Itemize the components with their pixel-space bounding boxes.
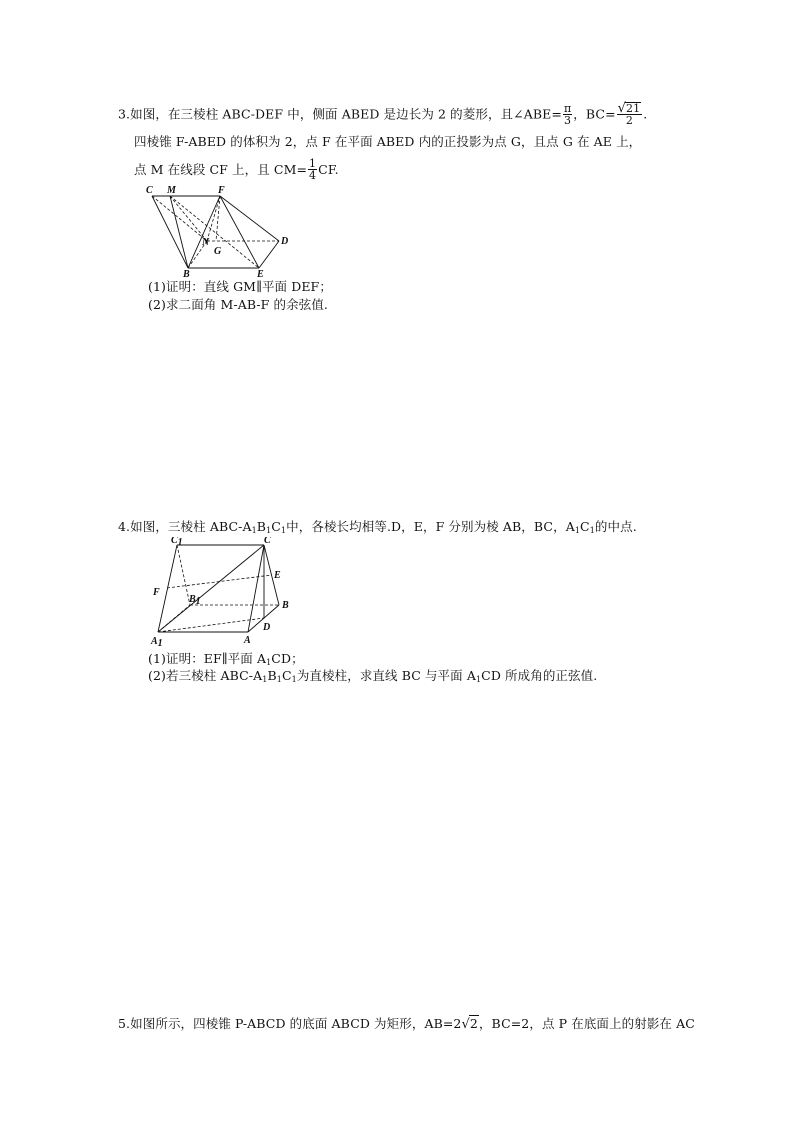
- problem-3-line-2: 四棱锥 F-ABED 的体积为 2，点 F 在平面 ABED 内的正投影为点 G，且点 G 在 AE 上，: [134, 134, 642, 149]
- fraction-pi-over-3: $\frac{\pi}{3}$: [563, 101, 572, 127]
- label-C: C: [264, 537, 271, 546]
- problem-3-line-3: 点 M 在线段 CF 上，且 CM= $\frac{1}{4}$ CF.: [134, 157, 339, 182]
- label-E: E: [274, 570, 281, 581]
- problem-3-part-2: (2)求二面角 M-AB-F 的余弦值.: [148, 297, 328, 312]
- problem-3-part-1: (1)证明：直线 GM∥平面 DEF；: [148, 279, 332, 294]
- problem-number: 4.: [118, 519, 131, 534]
- fraction-one-quarter: $\frac{1}{4}$: [309, 157, 317, 182]
- label-D: D: [281, 236, 289, 247]
- label-N: N: [202, 237, 210, 248]
- problem-4-part-1: (1)证明：EF∥平面 $A_1CD$；: [148, 651, 304, 667]
- sqrt-symbol: √: [461, 1017, 470, 1032]
- fraction-sqrt21-over-2: $\frac{√21}{2}$: [617, 101, 641, 127]
- label-A1: A1: [151, 636, 163, 649]
- label-E: E: [257, 269, 264, 278]
- label-B: B: [282, 600, 289, 611]
- problem-3-line-1: 3.如图，在三棱柱 ABC-DEF 中，侧面 ABED 是边长为 2 的菱形，且∠ABE= $\frac{\pi}{3}$ ，BC= $\frac{√21}{2}$ .: [118, 101, 648, 127]
- problem-number: 5.: [118, 1016, 131, 1031]
- problem-5-line-1: 5.如图所示，四棱锥 P-ABCD 的底面 ABCD 为矩形，AB=2√2，BC=2，点 P 在底面上的射影在 AC: [118, 1016, 695, 1032]
- problem-4-part-2: (2)若三棱柱 ABC-$A_1B_1C_1$为直棱柱，求直线 BC 与平面 $A_1CD$ 所成角的正弦值.: [148, 668, 598, 684]
- figure-prism-abc-def: [142, 182, 302, 278]
- problem-number: 3.: [118, 106, 131, 122]
- label-F: F: [218, 185, 225, 196]
- label-C1: C1: [171, 537, 183, 548]
- problem-4-line-1: 4.如图，三棱柱 ABC-$A_1B_1C_1$中，各棱长均相等.D，E，F 分别为棱 AB，BC，$A_1C_1$的中点.: [118, 519, 637, 535]
- label-F: F: [153, 587, 160, 598]
- label-B1: B1: [189, 594, 201, 607]
- figure-prism-abc-a1b1c1: [145, 537, 300, 649]
- label-B: B: [183, 269, 190, 278]
- label-D: D: [263, 622, 271, 633]
- label-C: C: [146, 185, 153, 196]
- label-G: G: [214, 246, 222, 257]
- label-A: A: [244, 635, 251, 646]
- label-M: M: [167, 185, 176, 196]
- problem-text: 如图，在三棱柱 ABC-DEF 中，侧面 ABED 是边长为 2 的菱形，且∠ABE=: [130, 106, 562, 122]
